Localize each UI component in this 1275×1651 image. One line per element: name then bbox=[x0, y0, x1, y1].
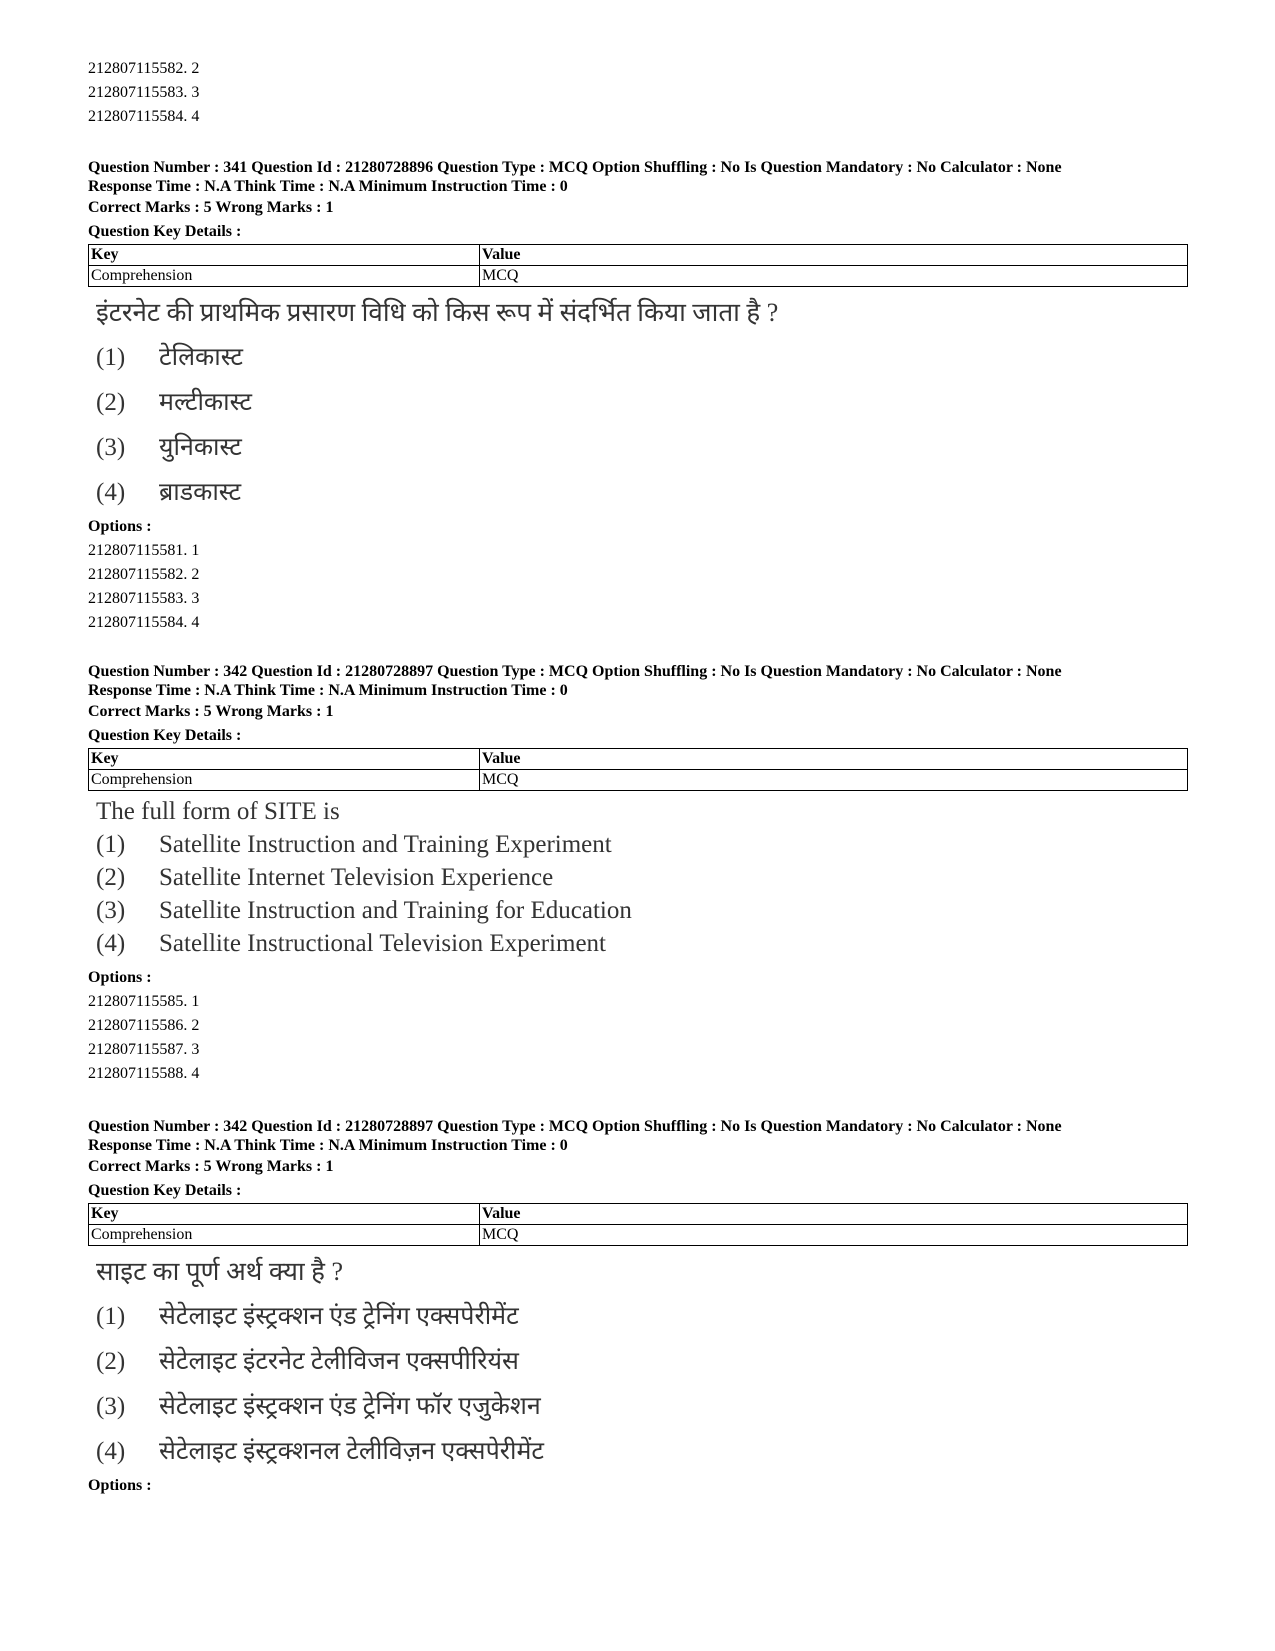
value-cell: MCQ bbox=[480, 770, 1188, 791]
value-header: Value bbox=[480, 245, 1188, 266]
key-details-label: Question Key Details : bbox=[88, 727, 242, 744]
marks-line: Correct Marks : 5 Wrong Marks : 1 bbox=[88, 1158, 334, 1175]
choice-item bbox=[96, 1294, 1188, 1339]
choice-text: सेटेलाइट इंटरनेट टेलीविजन एक्सपीरियंस bbox=[159, 1348, 519, 1375]
key-details-label: Question Key Details : bbox=[88, 223, 242, 240]
choice-text: सेटेलाइट इंस्ट्रक्शन एंड ट्रेनिंग एक्सपेरीमेंट bbox=[159, 1303, 519, 1330]
question-image bbox=[88, 291, 1188, 515]
choice-item bbox=[96, 1429, 1188, 1474]
table-header-row bbox=[89, 749, 1188, 770]
key-details-table bbox=[88, 748, 1188, 791]
choice-text: मल्टीकास्ट bbox=[159, 389, 252, 416]
option-id: 212807115584. 4 bbox=[88, 108, 200, 125]
option-id: 212807115584. 4 bbox=[88, 614, 200, 631]
option-id: 212807115582. 2 bbox=[88, 60, 200, 77]
option-id: 212807115582. 2 bbox=[88, 566, 200, 583]
choice-text: Satellite Internet Television Experience bbox=[159, 864, 554, 891]
value-cell: MCQ bbox=[480, 266, 1188, 287]
question-meta-line: Question Number : 342 Question Id : 21280728897 Question Type : MCQ Option Shuffling : No Is Question Mandatory : No Calculator : None bbox=[88, 663, 1062, 680]
table-row bbox=[89, 266, 1188, 287]
table-header-row bbox=[89, 245, 1188, 266]
option-id: 212807115585. 1 bbox=[88, 993, 200, 1010]
question-text: The full form of SITE is bbox=[96, 798, 340, 825]
question-block-342-hindi bbox=[88, 1117, 1188, 1498]
choice-number: (3) bbox=[96, 897, 126, 924]
table-header-row bbox=[89, 1204, 1188, 1225]
key-cell: Comprehension bbox=[89, 1225, 480, 1246]
choice-text: Satellite Instructional Television Experiment bbox=[159, 930, 606, 957]
key-header: Key bbox=[89, 1204, 480, 1225]
choice-number: (2) bbox=[96, 864, 126, 891]
table-row bbox=[89, 1225, 1188, 1246]
choice-number: (1) bbox=[96, 344, 126, 371]
question-meta-line: Question Number : 341 Question Id : 21280728896 Question Type : MCQ Option Shuffling : No Is Question Mandatory : No Calculator : None bbox=[88, 159, 1062, 176]
question-block-341 bbox=[88, 158, 1188, 635]
key-details-table bbox=[88, 1203, 1188, 1246]
choice-text: युनिकास्ट bbox=[159, 434, 242, 461]
choice-text: टेलिकास्ट bbox=[159, 344, 244, 371]
choice-number: (4) bbox=[96, 479, 126, 506]
choice-item bbox=[96, 425, 1188, 470]
key-cell: Comprehension bbox=[89, 266, 480, 287]
choice-number: (3) bbox=[96, 434, 126, 461]
choice-item bbox=[96, 828, 1188, 861]
option-id: 212807115583. 3 bbox=[88, 590, 200, 607]
marks-line: Correct Marks : 5 Wrong Marks : 1 bbox=[88, 703, 334, 720]
options-label: Options : bbox=[88, 969, 152, 986]
option-id: 212807115586. 2 bbox=[88, 1017, 200, 1034]
choice-item bbox=[96, 894, 1188, 927]
key-details-label: Question Key Details : bbox=[88, 1182, 242, 1199]
key-header: Key bbox=[89, 749, 480, 770]
value-header: Value bbox=[480, 749, 1188, 770]
key-cell: Comprehension bbox=[89, 770, 480, 791]
question-block-342-english bbox=[88, 662, 1188, 1086]
choice-number: (2) bbox=[96, 1348, 126, 1375]
key-header: Key bbox=[89, 245, 480, 266]
choice-item bbox=[96, 380, 1188, 425]
question-meta-line: Response Time : N.A Think Time : N.A Minimum Instruction Time : 0 bbox=[88, 178, 568, 195]
choice-number: (4) bbox=[96, 1438, 126, 1465]
choice-item bbox=[96, 1339, 1188, 1384]
choice-text: ब्राडकास्ट bbox=[159, 479, 242, 506]
option-id: 212807115588. 4 bbox=[88, 1065, 200, 1082]
choice-item bbox=[96, 861, 1188, 894]
choice-item bbox=[96, 927, 1188, 960]
question-meta-line: Response Time : N.A Think Time : N.A Minimum Instruction Time : 0 bbox=[88, 682, 568, 699]
question-meta-line: Question Number : 342 Question Id : 21280728897 Question Type : MCQ Option Shuffling : No Is Question Mandatory : No Calculator : None bbox=[88, 1118, 1062, 1135]
option-id: 212807115587. 3 bbox=[88, 1041, 200, 1058]
previous-options-list bbox=[88, 57, 1188, 129]
choice-number: (3) bbox=[96, 1393, 126, 1420]
choice-text: Satellite Instruction and Training for Education bbox=[159, 897, 632, 924]
marks-line: Correct Marks : 5 Wrong Marks : 1 bbox=[88, 199, 334, 216]
choice-number: (1) bbox=[96, 831, 126, 858]
question-text: इंटरनेट की प्राथमिक प्रसारण विधि को किस रूप में संदर्भित किया जाता है ? bbox=[96, 298, 779, 327]
option-id: 212807115583. 3 bbox=[88, 84, 200, 101]
choice-number: (2) bbox=[96, 389, 126, 416]
question-text: साइट का पूर्ण अर्थ क्या है ? bbox=[96, 1257, 343, 1286]
question-meta-line: Response Time : N.A Think Time : N.A Minimum Instruction Time : 0 bbox=[88, 1137, 568, 1154]
table-row bbox=[89, 770, 1188, 791]
choice-item bbox=[96, 335, 1188, 380]
choice-item bbox=[96, 470, 1188, 515]
choice-item bbox=[96, 1384, 1188, 1429]
question-image bbox=[88, 795, 1188, 960]
value-header: Value bbox=[480, 1204, 1188, 1225]
option-id: 212807115581. 1 bbox=[88, 542, 200, 559]
options-label: Options : bbox=[88, 518, 152, 535]
choice-text: सेटेलाइट इंस्ट्रक्शन एंड ट्रेनिंग फॉर एजुकेशन bbox=[159, 1393, 541, 1420]
choice-number: (4) bbox=[96, 930, 126, 957]
choice-number: (1) bbox=[96, 1303, 126, 1330]
value-cell: MCQ bbox=[480, 1225, 1188, 1246]
question-image bbox=[88, 1250, 1188, 1474]
key-details-table bbox=[88, 244, 1188, 287]
choice-text: Satellite Instruction and Training Experiment bbox=[159, 831, 612, 858]
options-label: Options : bbox=[88, 1477, 152, 1494]
choice-text: सेटेलाइट इंस्ट्रक्शनल टेलीविज़न एक्सपेरीमेंट bbox=[159, 1438, 545, 1465]
